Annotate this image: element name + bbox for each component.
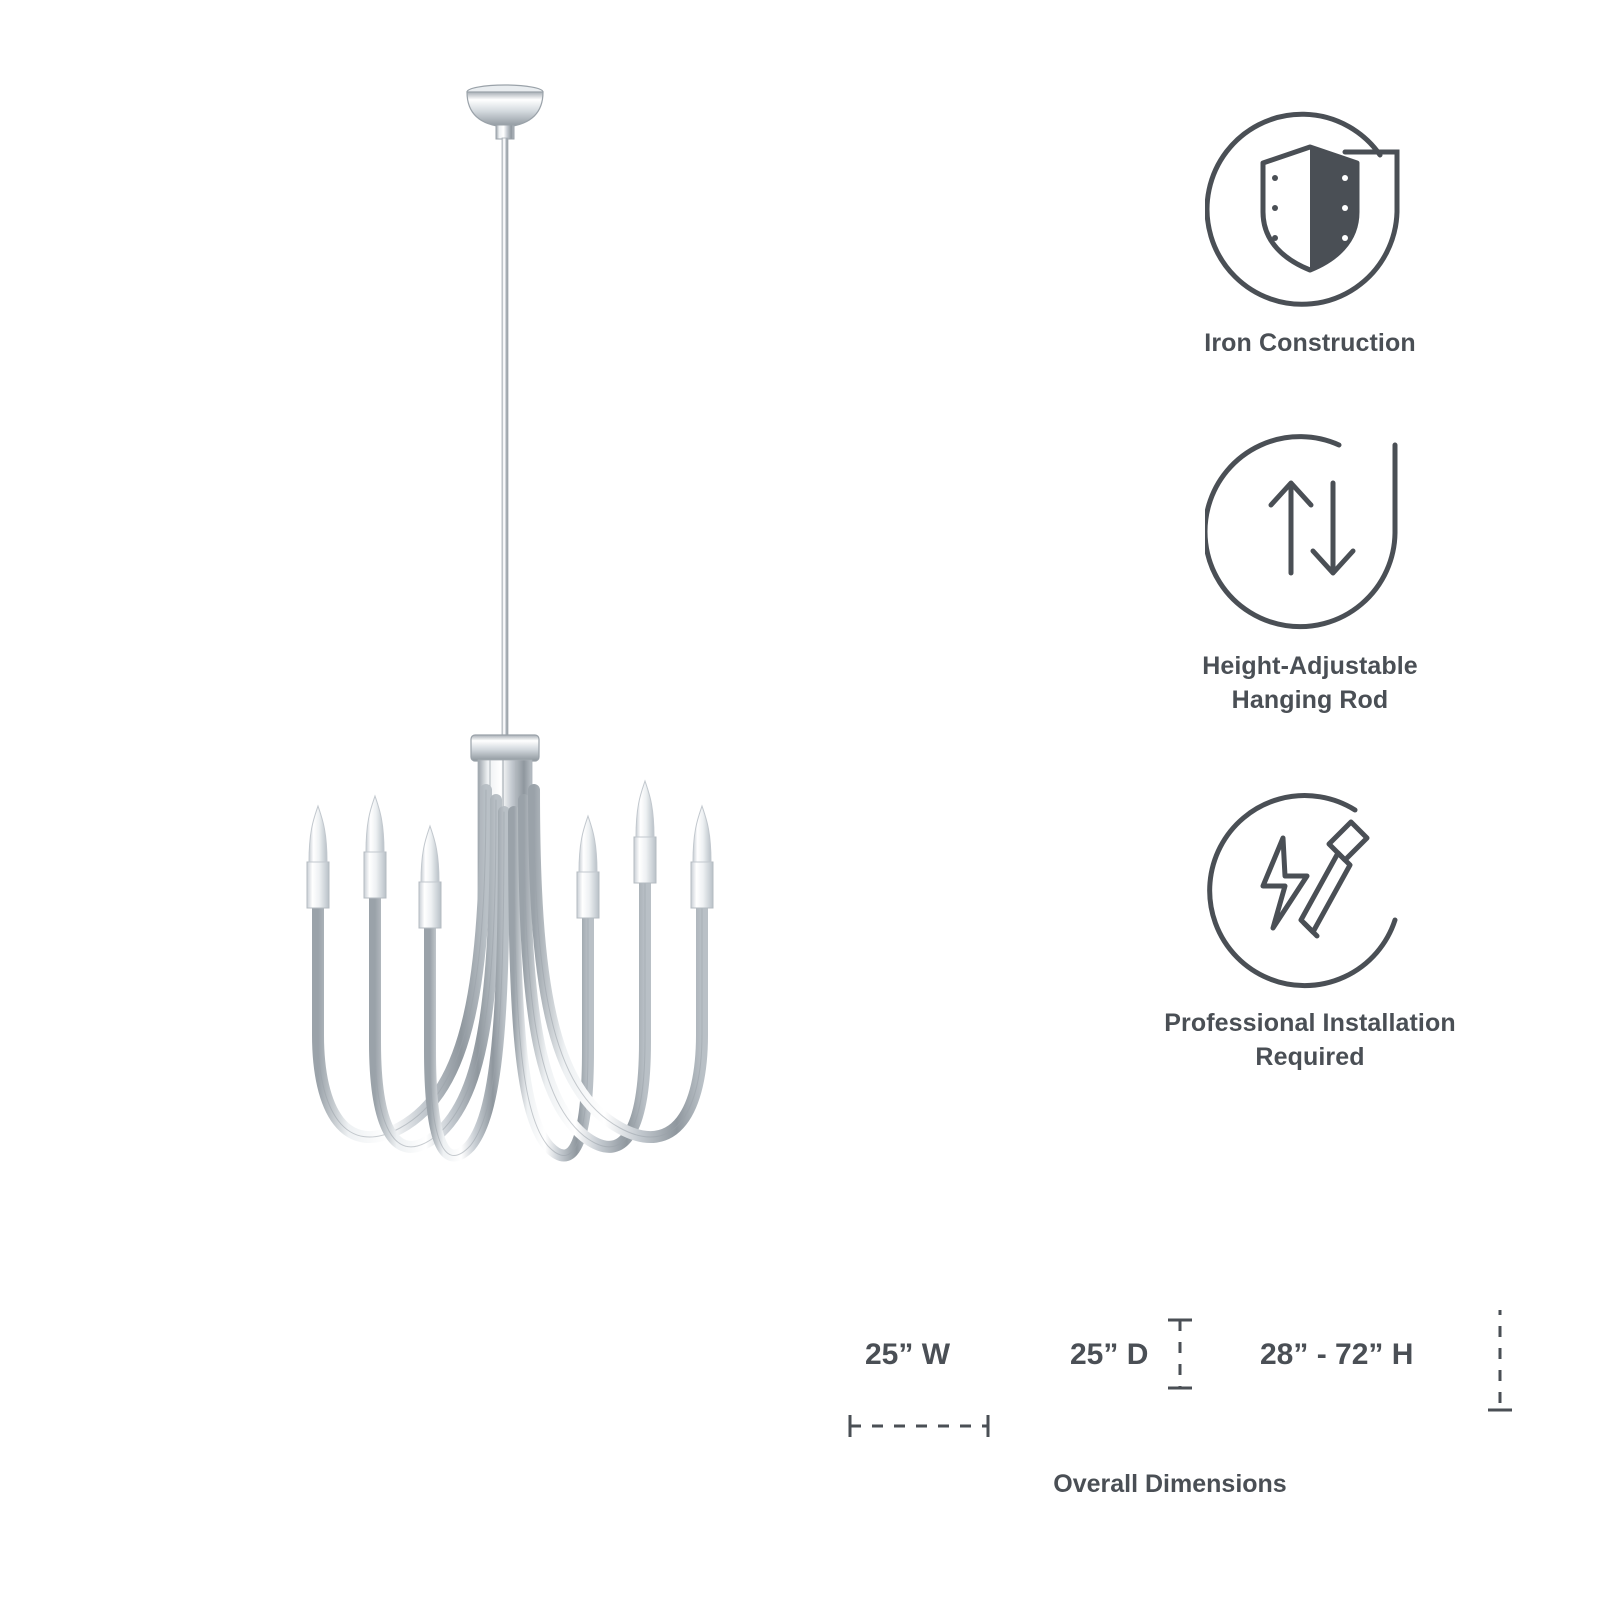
feature-label: Professional Installation Required [1164, 1008, 1456, 1071]
depth-rule [1168, 1320, 1192, 1388]
shield-icon [1060, 90, 1560, 320]
height-rule [1488, 1310, 1512, 1410]
up-down-arrows-icon [1060, 413, 1560, 643]
ceiling-canopy [467, 85, 543, 139]
feature-list [1060, 90, 1560, 1127]
feature-height-adjustable [1060, 413, 1560, 718]
feature-iron-construction [1060, 90, 1560, 361]
feature-label: Height-Adjustable Hanging Rod [1202, 651, 1418, 714]
dimension-depth-label: 25” D [1070, 1338, 1149, 1371]
width-rule [850, 1415, 988, 1437]
screwdriver-bolt-icon [1060, 770, 1560, 1000]
dimension-height-label: 28” - 72” H [1260, 1338, 1414, 1371]
hanging-rod [502, 138, 508, 738]
overall-dimensions-caption: Overall Dimensions [1053, 1470, 1287, 1498]
dimension-width-label: 25” W [865, 1338, 951, 1371]
feature-label: Iron Construction [1204, 329, 1416, 357]
dimensions-strip [820, 1310, 1560, 1530]
feature-professional-installation [1060, 770, 1560, 1075]
body-collar [471, 735, 539, 761]
